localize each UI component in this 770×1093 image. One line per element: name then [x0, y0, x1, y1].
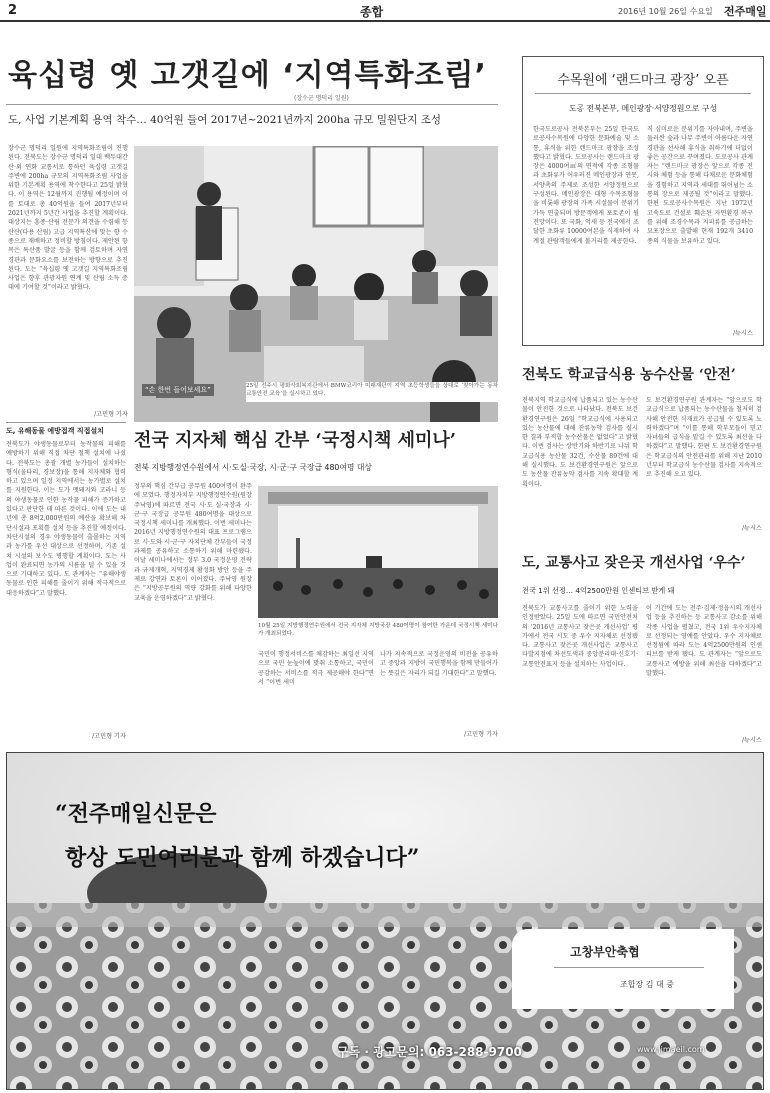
sponsor-person: 조합장 김 대 중: [620, 980, 674, 989]
ad-headline-line1: “전주매일신문은: [55, 801, 217, 827]
article-body: 전북도가 야생동물로부터 농작물의 피해를 예방하기 위해 직접 차단 철책 설치에 나섰다. 전북도는 총괄 개별 농가들이 설치하는 형식(울타리, 경보장)을 통해 지자체와 협력하고 있으며 일정 지역에서는 농가별로 설치를 지원한다. 이는 도가 멧돼지와 고라니 등의 야생동물로 인한 농작물 피해가 증가하고 있다고 판단한 데 따른 것이다. 이에 도는 내년에 총 8억2,000만원의 예산을 확보해 차단시설과 포획틀 설치 등을 추진할 예정이다. 차단시설의 경우 야생동물이 출몰하는 지역과 농가를 우선 대상으로 선정하며, 기존 설치 시설의 보수도 병행할 계획이다. 도는 사업이 완료되면 농가의 시름을 덜 수 있을 것으로 기대하고 있다. 도 관계자는 “유해야생동물로 인한 피해를 줄이기 위해 적극적으로 대응하겠다”고 말했다.: [6, 441, 126, 597]
article-byline: /고민형 기자: [92, 733, 126, 740]
sunflower-advertisement: [6, 752, 764, 1090]
article-body: 전북도가 교통사고를 줄이기 위한 노력을 인정받았다. 25일 도에 따르면 국민안전처의 ‘2016년 교통사고 잦은곳 개선사업’ 평가에서 전국 시도 중 우수 지자체로 선정됐다. 교통사고 잦은곳 개선사업은 교통사고 다발지점에 차선도색과 중앙분리대·신호기·교통안전표지 등을 설치하는 사업이다.: [522, 605, 638, 668]
article-reforestation: [6, 40, 508, 420]
article-headline: 전국 지자체 핵심 간부 ‘국정시책 세미나’: [134, 430, 457, 451]
article-headline: 수목원에 ‘랜드마크 광장’ 오픈: [557, 73, 729, 88]
article-body: 장수군 명덕리 일원에 지역특화조림이 진행된다. 전북도는 장수군 명덕리 일대 백두대간 산·외 연화 교통서로 통하던 육십령 고갯길 주변에 200ha 규모의 지역특화조림 사업을 위한 기본계획 용역에 착수한다고 25일 밝혔다. 이 용역은 12월까지 진행될 예정이며 이를 토대로 총 40억원을 들여 2017년부터 2021년까지 5년간 사업을 추진할 계획이다. 대상지는 흥종·산림 전문가 의견을 수렴해 등산산(다용 산림) 고급 지역특산에 맞는 향 수종으로 재배하고 정비할 방침이다. 제안된 항목은 특산품 발굴 등을 함께 검토하며 자연 경관과 문화요소를 보전하는 방향으로 추진된다. 도는 “육십령 옛 고갯길 지역특화조림 사업은 향후 관광자원 연계 및 산림 소득 증대에 기여할 것”이라고 밝혔다.: [8, 145, 128, 292]
article-subhead: 도공 전북본부, 메인광장·서양정원으로 구성: [569, 104, 717, 113]
section-label: 종합: [360, 5, 384, 19]
article-subhead: 도, 사업 기본계획 용역 착수… 40억원 들여 2017년~2021년까지 200ha 규모 밀원단지 조성: [8, 114, 442, 126]
article-headline: 전북도 학교급식용 농수산물 ‘안전’: [522, 367, 736, 383]
photo-caption: 10월 25일 지방행정연수원에서 전국 지자체 지방국장 480여명이 참여한 가운데 국정시책 세미나가 개최되었다.: [258, 623, 498, 638]
article-body-right: 직 심미로운 분위기를 자아내며, 주변을 둘러싼 숲과 나무 주변이 아름다운 자연경관을 선사해 휴식을 취하기에 더없이 좋은 공간으로 꾸며졌다. 도로공사 관계자는 “랜드마크 광장은 앞으로 각종 전시와 체험 등을 통해 다채로운 문화체험을 경험하고 지역과 세대를 뛰어넘는 소통의 장으로 제공될 것”이라고 말했다. 한편 도로공사수목원은 지난 1972년 고속도로 건설로 훼손된 자연환경 복구를 위해 조경수목과 지피류를 공급하는 묘포장으로 출발해 현재 192개 3410종의 식물을 보유하고 있다.: [647, 126, 753, 245]
article-byline: /뉴시스: [732, 330, 753, 337]
ad-contact: 구독 · 광고문의: 063-288-9700: [337, 1045, 522, 1059]
article-traffic: [522, 546, 764, 746]
sponsor-box: [512, 929, 734, 1009]
article-landmark: [522, 56, 764, 346]
article-body: 한국도로공사 전북본부는 25일 한국도로공사수목원에 다양한 문화예술 및 소통, 휴식을 위한 랜드마크 광장을 조성했다고 밝혔다. 도로공사는 랜드마크 광장은 4000여㎡의 면적에 각종 조형물과 초화류가 어우러진 메인광장과 연못, 서양촉의 주제로 조성한 서양정원으로 구성된다. 메인광장은 대형 수목조형물을 비롯해 광장의 가족 시설물이 분위기 가득 연출되며 방문객에게 포토존이 될 전망이다. 또 국화, 억새 등 전국에서 조달한 초화류 10000여본을 식재하여 사계절 관람객들에게 볼거리를 제공한다.: [533, 126, 639, 245]
article-body: 전북지역 학교급식에 납품되고 있는 농수산물이 안전한 것으로 나타났다. 전북도 보건환경연구원은 26일 “학교급식에 사용되고 있는 농산물에 대해 잔류농약 검사를 실시한 결과 부적합 농수산물은 없었다”고 밝혔다. 이번 검사는 상반기와 하반기로 나눠 학교급식용 농산물 32건, 수산물 89건에 대해 실시했다. 도 보건환경연구원은 앞으로도 농산물 잔류농약 검사를 지속 확대할 계획이다.: [522, 397, 638, 488]
headline-caption: (장수군 명덕리 일원): [294, 95, 349, 102]
article-school-food: [522, 356, 764, 536]
article-headline: 도, 유해동물 예방접객 직접설치: [6, 427, 104, 435]
sponsor-org: 고창부안축협: [570, 945, 640, 959]
article-byline: /뉴시스: [741, 525, 762, 532]
page-number: 2: [8, 3, 18, 18]
article-body-continued-2: 나가 지속적으로 국정운영의 비전을 공유하고 중앙과 지방이 국민행복을 함께 만들어가는 뜻깊은 자리가 되길 기대한다”고 말했다.: [380, 651, 498, 677]
photo-tag: “손 한번 들어보세요”: [142, 384, 214, 396]
article-subhead: 전국 1위 선정… 4억2500만원 인센티브 받게 돼: [522, 586, 675, 595]
article-seminar: [134, 424, 504, 744]
article-headline: 도, 교통사고 잦은곳 개선사업 ‘우수’: [522, 555, 746, 571]
article-byline: /고민형 기자: [94, 411, 128, 418]
article-wildlife: [6, 426, 126, 744]
article-body-continued-1: 국민이 행정서비스를 체감하는 최일선 지역으로 국민 눈높이에 맞춰 소통하고, 국민이 공감하는 서비스를 적극 제공해야 한다”면서 “이번 세미: [258, 651, 374, 686]
article-headline: 육십령 옛 고갯길에 ‘지역특화조림’: [8, 58, 487, 93]
newspaper-brand: 전주매일: [724, 5, 767, 18]
article-subhead: 전북 지방행정연수원에서 시·도실·국장, 시·군·구 국장급 480여명 대상: [134, 463, 372, 472]
classroom-photo: [134, 146, 498, 422]
photo-caption: 25일 전주시 평화사회복지관에서 BMW코리아 미래재단이 지역 초등학생들을 상대로 ‘찾아가는 동차 교통안전 교육’을 실시하고 있다.: [246, 382, 498, 402]
issue-date: 2016년 10월 26일 수요일: [618, 7, 713, 16]
page-header: [0, 0, 770, 22]
article-byline: /고민형 기자: [464, 731, 498, 738]
ad-headline-line2: 항상 도민여러분과 함께 하겠습니다”: [65, 845, 420, 871]
article-body-right: 도 보건환경연구원 관계자는 “앞으로도 학교급식으로 납품되는 농수산물을 철저히 검사해 안전한 식재료가 공급될 수 있도록 노력하겠다”며 “이를 통해 학부모들이 믿고 자녀들의 급식을 맡길 수 있도록 최선을 다하겠다”고 말했다. 한편 도 보건환경연구원은 학교급식의 안전관리를 위해 지난 2010년부터 학교급식 농수산물 검사를 지속적으로 추진해 오고 있다.: [646, 397, 762, 479]
ad-website: www.jjmaeil.com: [637, 1045, 705, 1054]
seminar-photo: [258, 486, 498, 618]
article-byline: /뉴시스: [741, 737, 762, 744]
article-body: 정부의 핵심 간부급 공무원 400여명이 완주에 모였다. 행정자치부 지방행정연수원(원장 주낙영)에 따르면 전국 시·도 실·국장과 시·군·구 국장급 공무원 480여명을 대상으로 국정시책 세미나를 개최했다. 이번 세미나는 2016년 지방행정연수원의 대표 프로그램으로 시·도와 시·군·구 자치단체 간부들이 국정과제를 공유하고 소통하기 위해 마련됐다. 이날 세미나에서는 정부 3.0 국정운영 전략과 규제개혁, 지역경제 활성화 방안 등을 주제로 강연과 토론이 이어졌다. 주낙영 원장은 “지방공무원의 역량 강화를 위해 다양한 교육을 운영하겠다”고 밝혔다.: [134, 483, 252, 602]
article-body-right: 이 기간에 도는 전주·김제·정읍시의 개선사업 등을 추진하는 등 교통사고 감소를 위해 각종 사업을 펼쳤고, 전국 1위 우수지자체로 선정되는 영예를 안았다. 우수 지자체로 선정됨에 따라 도는 4억2500만원의 인센티브를 받게 됐다. 도 관계자는 “앞으로도 교통사고 예방을 위해 최선을 다하겠다”고 말했다.: [646, 605, 762, 678]
